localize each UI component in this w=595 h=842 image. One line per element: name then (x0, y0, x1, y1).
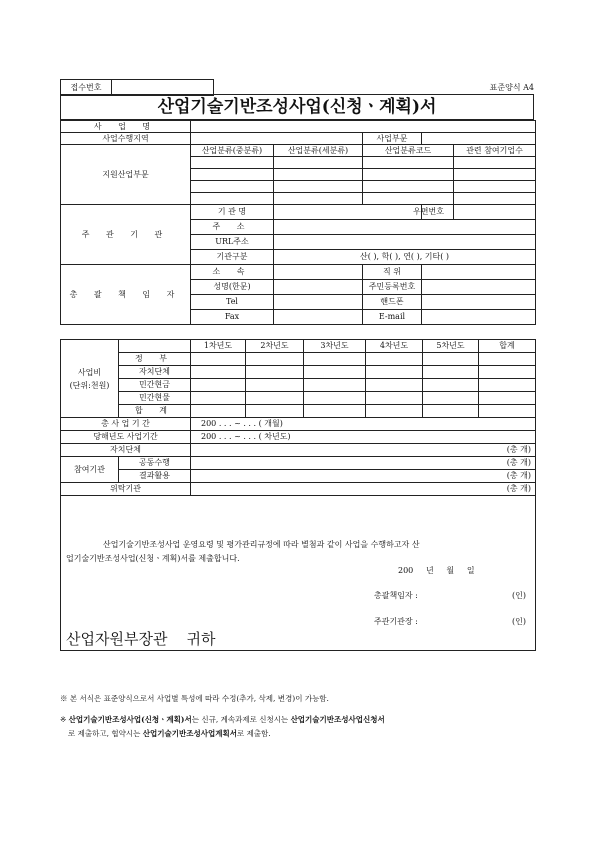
note-1: ※ 본 서식은 표준양식으로서 사업별 특성에 따라 수정(추가, 삭제, 변경)이 가능함. (60, 694, 329, 703)
budget-cell[interactable] (366, 405, 423, 418)
position-field[interactable] (422, 265, 536, 280)
affiliation-label: 소 속 (191, 265, 274, 280)
budget-item-local-gov: 자치단체 (119, 366, 191, 379)
budget-cell[interactable] (246, 379, 304, 392)
budget-cell[interactable] (479, 366, 536, 379)
business-name-label: 사 업 명 (61, 121, 191, 133)
total-header: 합계 (479, 340, 536, 353)
budget-cell[interactable] (423, 366, 479, 379)
budget-cell[interactable] (366, 379, 423, 392)
manager-seal[interactable]: (인) (512, 591, 526, 600)
year-3-header: 3차년도 (304, 340, 366, 353)
url-label: URL주소 (191, 235, 274, 250)
email-field[interactable] (422, 310, 536, 325)
table-cell[interactable] (274, 169, 363, 181)
budget-item-government: 정 부 (119, 353, 191, 366)
email-label: E-mail (363, 310, 422, 325)
table-cell[interactable] (274, 157, 363, 169)
table-cell[interactable] (363, 181, 454, 193)
org-region-label: 사업수행지역 (61, 133, 191, 145)
budget-cell[interactable] (366, 353, 423, 366)
resident-no-field[interactable] (422, 280, 536, 295)
local-gov-label: 자치단체 (61, 444, 191, 457)
business-sector-field[interactable] (422, 133, 536, 145)
budget-cell[interactable] (423, 353, 479, 366)
fax-field[interactable] (274, 310, 363, 325)
total-period-field[interactable]: 200 . . . ~ . . . ( 개월) (191, 418, 536, 431)
budget-cell[interactable] (479, 379, 536, 392)
table-cell[interactable] (274, 181, 363, 193)
budget-cell[interactable] (366, 392, 423, 405)
budget-header-empty (119, 340, 191, 353)
budget-cell[interactable] (423, 405, 479, 418)
joint-count[interactable]: (총 개) (191, 457, 536, 470)
position-label: 직 위 (363, 265, 422, 280)
budget-cell[interactable] (423, 379, 479, 392)
form-title-box (60, 94, 534, 120)
current-period-field[interactable]: 200 . . . ~ . . . ( 차년도) (191, 431, 536, 444)
org-name-field[interactable] (274, 205, 422, 220)
budget-item-private-cash: 민간현금 (119, 379, 191, 392)
table-cell[interactable] (274, 193, 363, 205)
affiliation-field[interactable] (274, 265, 363, 280)
year-5-header: 5차년도 (423, 340, 479, 353)
budget-cell[interactable] (246, 405, 304, 418)
host-org-label: 주 관 기 관 (61, 205, 191, 265)
budget-cell[interactable] (479, 353, 536, 366)
budget-cell[interactable] (191, 392, 246, 405)
org-name-label: 기 관 명 (191, 205, 274, 220)
table-cell[interactable] (454, 157, 536, 169)
budget-cell[interactable] (479, 392, 536, 405)
application-form-table (60, 120, 536, 325)
form-type-label: 표준양식 A4 (489, 83, 534, 92)
budget-cell[interactable] (191, 379, 246, 392)
budget-cell[interactable] (304, 392, 366, 405)
receipt-label: 접수번호 (61, 80, 112, 95)
budget-item-total: 합 계 (119, 405, 191, 418)
host-sign-label: 주관기관장 : (374, 617, 418, 626)
local-gov-count[interactable]: (총 개) (191, 444, 536, 457)
participants-label: 참여기관 (61, 457, 119, 483)
statement-line-2: 업기술기반조성사업(신청ㆍ계획)서를 제출합니다. (66, 554, 240, 563)
table-cell[interactable] (454, 181, 536, 193)
statement-line-1: 산업기술기반조성사업 운영요령 및 평가관리규정에 따라 별첨과 같이 사업을 수행하고자 산 (103, 540, 420, 549)
col-industry-mid: 산업분류(중분류) (191, 145, 274, 157)
tel-field[interactable] (274, 295, 363, 310)
year-1-header: 1차년도 (191, 340, 246, 353)
budget-cell[interactable] (366, 366, 423, 379)
budget-cell[interactable] (304, 405, 366, 418)
name-field[interactable] (274, 280, 363, 295)
name-label: 성명(한문) (191, 280, 274, 295)
fax-label: Fax (191, 310, 274, 325)
receipt-number-field[interactable] (112, 80, 213, 95)
result-use-label: 결과활용 (119, 470, 191, 483)
table-cell[interactable] (363, 157, 454, 169)
note-2: ※ 산업기술기반조성사업(신청ㆍ계획)서는 신규, 계속과제로 신청시는 산업기술기반조성사업신청서 로 제출하고, 협약시는 산업기술기반조성사업계획서로 제출함. (60, 715, 385, 738)
table-cell[interactable] (191, 193, 274, 205)
host-seal[interactable]: (인) (512, 617, 526, 626)
current-period-label: 당해년도 사업기간 (61, 431, 191, 444)
total-period-label: 총 사 업 기 간 (61, 418, 191, 431)
col-industry-sub: 산업분류(세분류) (274, 145, 363, 157)
period-table (60, 417, 536, 651)
col-related-companies: 관련 참여기업수 (454, 145, 536, 157)
org-type-label: 기관구분 (191, 250, 274, 265)
budget-cell[interactable] (246, 392, 304, 405)
joint-label: 공동수행 (119, 457, 191, 470)
year-2-header: 2차년도 (246, 340, 304, 353)
postal-code-label: 우편번호 (422, 205, 454, 220)
budget-cell[interactable] (246, 366, 304, 379)
table-cell[interactable] (363, 193, 454, 205)
budget-cell[interactable] (191, 353, 246, 366)
table-cell[interactable] (191, 181, 274, 193)
business-sector-label: 사업부문 (363, 133, 422, 145)
support-field-label: 지원산업부문 (61, 145, 191, 205)
manager-sign-label: 총괄책임자 : (374, 591, 418, 600)
budget-item-private-inkind: 민간현물 (119, 392, 191, 405)
table-cell[interactable] (363, 169, 454, 181)
col-industry-code: 산업분류코드 (363, 145, 454, 157)
budget-cell[interactable] (246, 353, 304, 366)
org-region-field[interactable] (191, 133, 363, 145)
org-type-options[interactable]: 산( ), 학( ), 연( ), 기타( ) (274, 250, 536, 265)
address-field[interactable] (274, 220, 536, 235)
mobile-field[interactable] (422, 295, 536, 310)
budget-cell[interactable] (304, 379, 366, 392)
budget-table (60, 339, 536, 418)
resident-no-label: 주민등록번호 (363, 280, 422, 295)
postal-code-field[interactable] (454, 205, 536, 220)
budget-cell[interactable] (304, 353, 366, 366)
budget-cell[interactable] (191, 405, 246, 418)
tel-label: Tel (191, 295, 274, 310)
url-field[interactable] (274, 235, 536, 250)
budget-cell[interactable] (304, 366, 366, 379)
manager-label: 총 괄 책 임 자 (61, 265, 191, 325)
table-cell[interactable] (454, 169, 536, 181)
consign-label: 위탁기관 (61, 483, 191, 496)
year-4-header: 4차년도 (366, 340, 423, 353)
table-cell[interactable] (191, 169, 274, 181)
result-use-count[interactable]: (총 개) (191, 470, 536, 483)
form-title: 산업기술기반조성사업(신청ㆍ계획)서 (157, 97, 437, 117)
budget-cell[interactable] (423, 392, 479, 405)
budget-label: 사업비 (단위:천원) (61, 340, 119, 418)
table-cell[interactable] (191, 157, 274, 169)
address-label: 주 소 (191, 220, 274, 235)
mobile-label: 핸드폰 (363, 295, 422, 310)
recipient: 산업자원부장관 귀하 (66, 630, 216, 648)
table-cell[interactable] (454, 193, 536, 205)
statement-date[interactable]: 200 년 월 일 (398, 566, 475, 575)
budget-cell[interactable] (191, 366, 246, 379)
consign-count[interactable]: (총 개) (191, 483, 536, 496)
business-name-field[interactable] (191, 121, 536, 133)
budget-cell[interactable] (479, 405, 536, 418)
